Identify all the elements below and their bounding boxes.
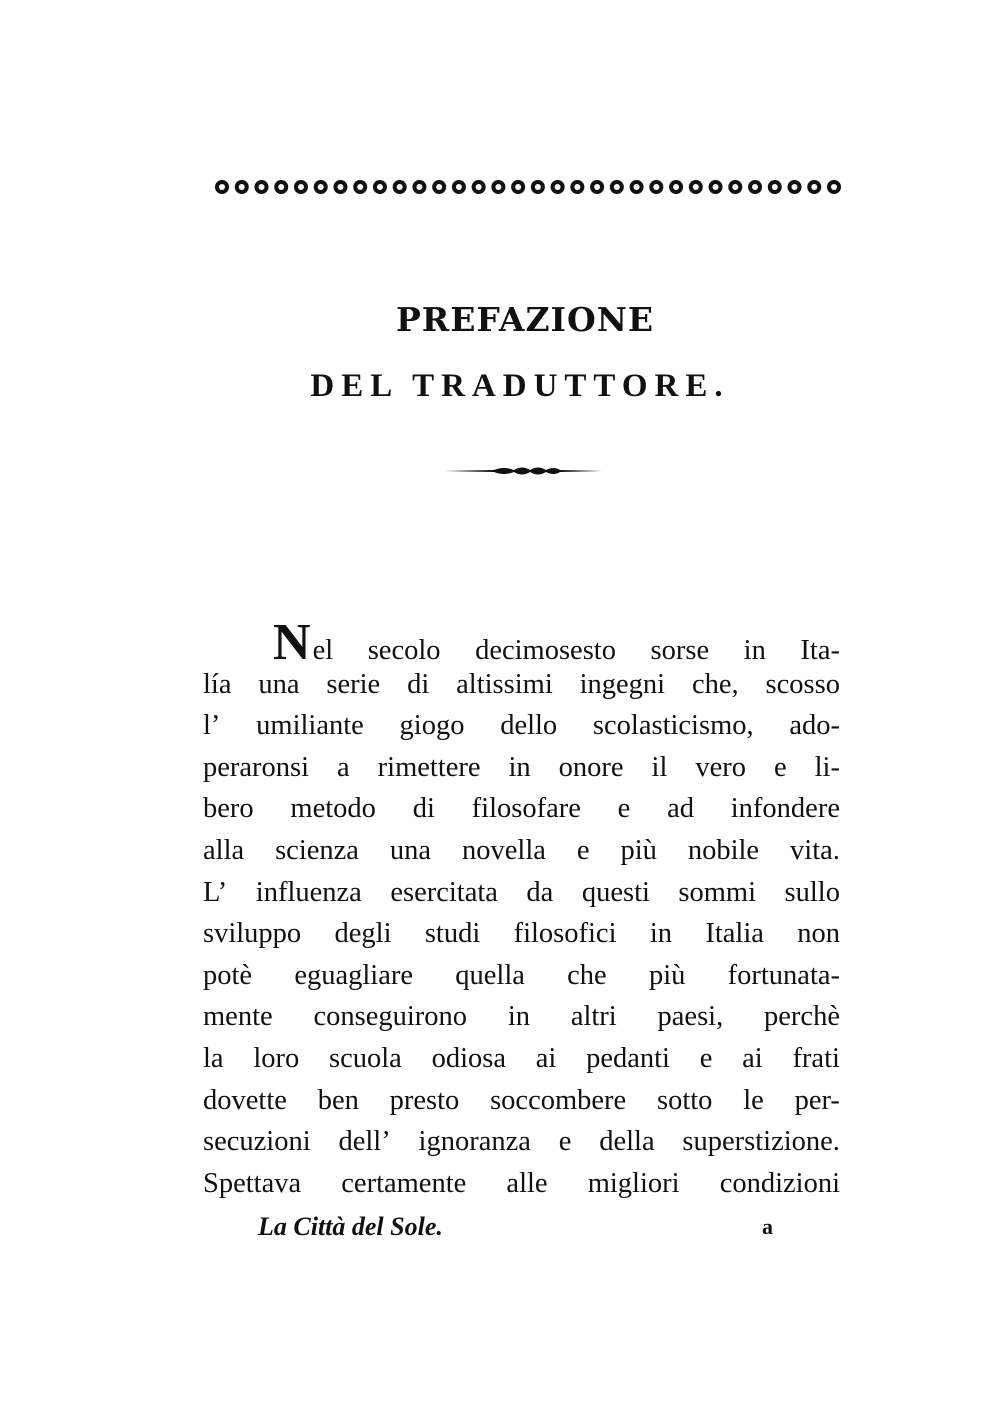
word: secuzioni: [203, 1126, 311, 1158]
word: potè: [203, 959, 253, 991]
word: degli: [334, 918, 392, 950]
page-title: PREFAZIONE: [395, 300, 655, 339]
word: in: [743, 635, 766, 666]
text-line: [203, 872, 840, 914]
ornament-dot-center: [713, 184, 719, 190]
word: presto: [389, 1084, 460, 1116]
ornament-dot-center: [278, 184, 284, 190]
word: Italia: [705, 918, 764, 950]
word: dovette: [203, 1084, 287, 1116]
body-text: [203, 614, 840, 1204]
word: serie: [326, 668, 381, 700]
drop-cap: N: [273, 614, 311, 671]
word: questi: [581, 876, 650, 908]
word: ad: [667, 793, 694, 825]
word: più: [648, 959, 686, 991]
ornament-dot-center: [416, 184, 422, 190]
word: giogo: [399, 710, 465, 742]
word: li-: [814, 751, 840, 783]
text-line: [203, 1121, 840, 1163]
word: peraronsi: [203, 751, 310, 783]
text-line: [203, 705, 840, 747]
word: secolo: [367, 635, 441, 666]
word: ado-: [789, 710, 840, 742]
word: loro: [253, 1042, 300, 1074]
ornament-dot-center: [653, 184, 659, 190]
word: vero: [695, 751, 747, 783]
word: altissimi: [456, 668, 553, 700]
word: sullo: [784, 876, 840, 908]
ornament-dot-center: [397, 184, 403, 190]
word: fortunata-: [727, 959, 840, 991]
ornament-dot-center: [258, 184, 264, 190]
ornament-dot-center: [594, 184, 600, 190]
text-line: [203, 1163, 840, 1205]
word: pedanti: [586, 1042, 670, 1074]
word: le: [743, 1084, 764, 1116]
word: bero: [203, 793, 254, 825]
text-line: [203, 1080, 840, 1122]
word: che: [567, 959, 607, 991]
word: rimettere: [377, 751, 481, 783]
ornament-dot-center: [614, 184, 620, 190]
ornament-dot-center: [495, 184, 501, 190]
word: di: [412, 793, 435, 825]
word: alla: [203, 834, 245, 866]
word: scienza: [275, 834, 359, 866]
word: il: [651, 751, 668, 783]
word: dell’: [338, 1126, 391, 1158]
word: frati: [792, 1042, 840, 1074]
ornament-dot-center: [219, 184, 225, 190]
ornament-dot-center: [337, 184, 343, 190]
word: e: [774, 751, 787, 783]
word: paesi,: [657, 1001, 724, 1033]
word: condizioni: [719, 1167, 840, 1199]
word: per-: [794, 1084, 840, 1116]
ornament-dot-center: [831, 184, 837, 190]
text-line: [203, 788, 840, 830]
word: metodo: [290, 793, 376, 825]
ornament-dot-center: [693, 184, 699, 190]
word: e: [576, 834, 590, 866]
word: della: [599, 1126, 655, 1158]
word: studi: [424, 918, 481, 950]
ornament-dot-center: [772, 184, 778, 190]
first-line-text: [313, 630, 840, 672]
word: mente: [203, 1001, 273, 1033]
word: umiliante: [256, 710, 364, 742]
ornament-dot-center: [456, 184, 462, 190]
word: altri: [570, 1001, 617, 1033]
word: una: [258, 668, 300, 700]
first-line: [203, 614, 840, 671]
ornament-dot-center: [436, 184, 442, 190]
word: odiosa: [431, 1042, 506, 1074]
text-line: [203, 830, 840, 872]
ornament-dot-center: [792, 184, 798, 190]
word: esercitata: [390, 876, 498, 908]
paragraph-lines: [203, 664, 840, 1205]
word: in: [649, 918, 673, 950]
word: sotto: [657, 1084, 713, 1116]
word: ben: [317, 1084, 359, 1116]
text-line: [203, 747, 840, 789]
ornament-dot-center: [476, 184, 482, 190]
word: l’: [203, 710, 221, 742]
word: filosofare: [471, 793, 581, 825]
word: alle: [506, 1167, 548, 1199]
ornament-dot-center: [535, 184, 541, 190]
text-line: [203, 913, 840, 955]
ornament-dot-center: [555, 184, 561, 190]
word: soccombere: [490, 1084, 627, 1116]
word: decimosesto: [475, 635, 616, 666]
word: vita.: [790, 834, 840, 866]
word: a: [337, 751, 350, 783]
word: filosofici: [513, 918, 617, 950]
ornament-dot-center: [239, 184, 245, 190]
word: ai: [742, 1042, 763, 1074]
word: di: [407, 668, 430, 700]
word: una: [389, 834, 432, 866]
word: scolasticismo,: [592, 710, 754, 742]
running-title: La Città del Sole.: [258, 1212, 443, 1241]
word: scosso: [765, 668, 840, 700]
word: in: [508, 751, 531, 783]
word: conseguirono: [313, 1001, 468, 1033]
word: e: [699, 1042, 713, 1074]
signature-mark: a: [762, 1214, 773, 1239]
word: onore: [558, 751, 624, 783]
word: Ita-: [800, 635, 840, 666]
word: L’: [203, 876, 228, 908]
word: perchè: [764, 1001, 840, 1033]
ornament-dot-center: [634, 184, 640, 190]
word: ingegni: [579, 668, 666, 700]
word: nobile: [687, 834, 760, 866]
ornament-dot-center: [673, 184, 679, 190]
word: e: [558, 1126, 572, 1158]
word: infondere: [730, 793, 840, 825]
word: Spettava: [203, 1167, 302, 1199]
word: el: [312, 635, 334, 666]
ornament-dot-center: [732, 184, 738, 190]
word: quella: [455, 959, 525, 991]
word: dello: [500, 710, 558, 742]
divider-flourish-icon: [444, 463, 602, 479]
page-subtitle: DEL TRADUTTORE.: [310, 368, 730, 404]
word: non: [797, 918, 840, 950]
word: che,: [691, 668, 739, 700]
word: influenza: [255, 876, 362, 908]
word: la: [203, 1042, 224, 1074]
word: scuola: [329, 1042, 402, 1074]
word: superstizione.: [682, 1126, 840, 1158]
ornament-dot-center: [377, 184, 383, 190]
word: ignoranza: [418, 1126, 531, 1158]
word: in: [507, 1001, 530, 1033]
text-line: [203, 1038, 840, 1080]
word: novella: [462, 834, 546, 866]
word: ai: [535, 1042, 557, 1074]
ornament-dot-center: [298, 184, 304, 190]
word: più: [620, 834, 657, 866]
word: migliori: [587, 1167, 680, 1199]
ornament-dot-center: [752, 184, 758, 190]
word: eguagliare: [294, 959, 414, 991]
ornament-dot-center: [318, 184, 324, 190]
word: sviluppo: [203, 918, 302, 950]
ornament-dot-center: [574, 184, 580, 190]
ornament-dot-center: [357, 184, 363, 190]
ornament-dot-center: [515, 184, 521, 190]
word: lía: [203, 668, 232, 700]
word: da: [526, 876, 554, 908]
ornament-dot-center: [811, 184, 817, 190]
word: sommi: [678, 876, 757, 908]
text-line: [203, 996, 840, 1038]
text-line: [203, 955, 840, 997]
word: e: [617, 793, 631, 825]
word: certamente: [341, 1167, 467, 1199]
word: sorse: [650, 635, 710, 666]
ornament-border-icon: [212, 176, 844, 198]
